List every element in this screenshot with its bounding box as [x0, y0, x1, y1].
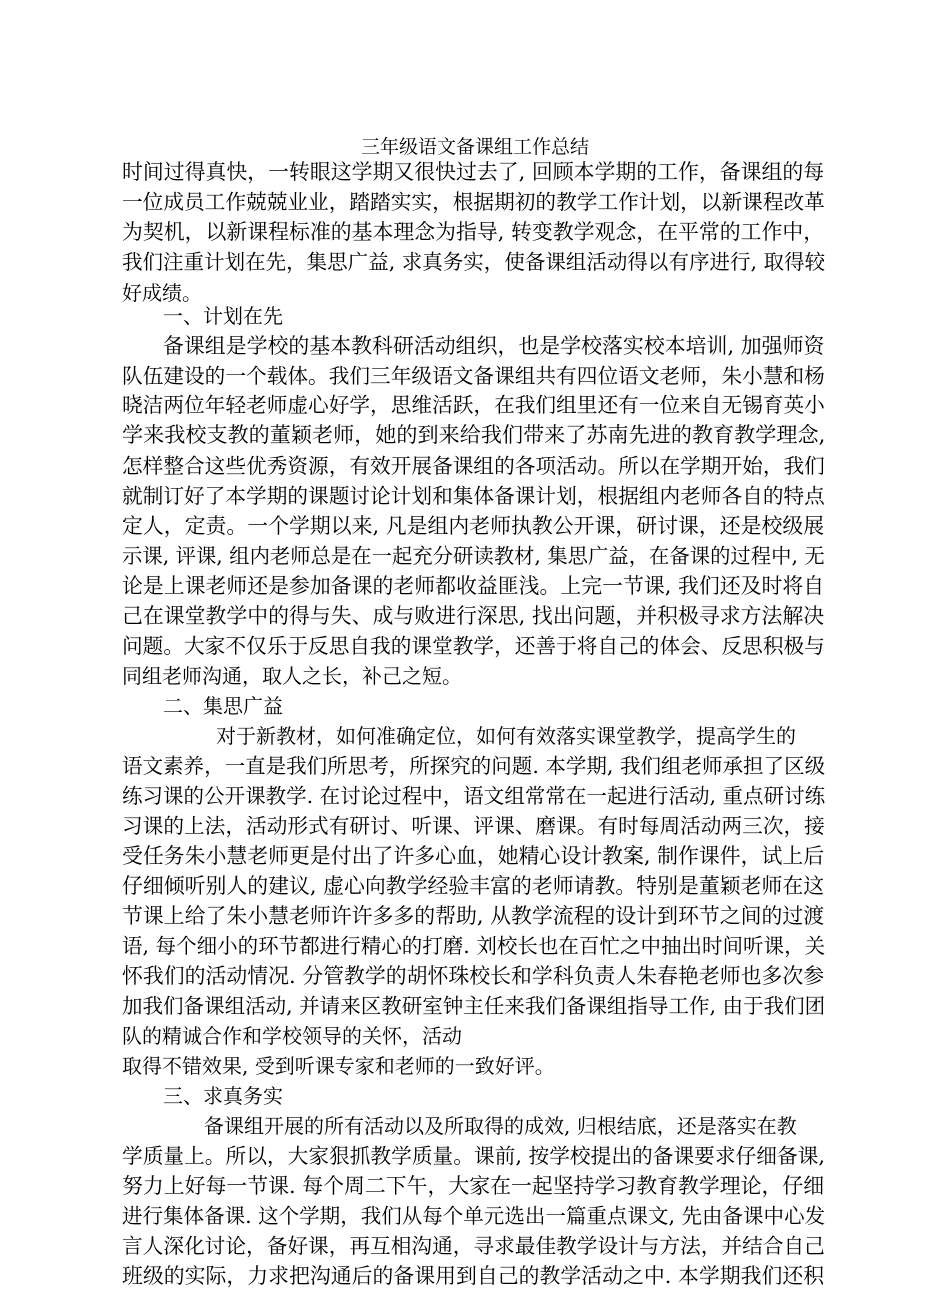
- body-line: 练习课的公开课教学. 在讨论过程中，语文组常常在一起进行活动, 重点研讨练: [122, 784, 826, 808]
- body-line: 学质量上。所以，大家狠抓教学质量。课前, 按学校提出的备课要求仔细备课,: [122, 1144, 825, 1168]
- body-line: 语文素养，一直是我们所思考，所探究的问题. 本学期, 我们组老师承担了区级: [122, 754, 826, 778]
- body-line: 备课组是学校的基本教科研活动组织，也是学校落实校本培训, 加强师资: [163, 334, 825, 358]
- body-line: 备课组开展的所有活动以及所取得的成效, 归根结底，还是落实在教: [204, 1114, 797, 1138]
- body-line: 就制订好了本学期的课题讨论计划和集体备课计划，根据组内老师各自的特点: [122, 484, 825, 508]
- body-line: 好成绩。: [122, 281, 202, 305]
- body-line: 时间过得真快，一转眼这学期又很快过去了, 回顾本学期的工作，备课组的每: [122, 160, 825, 184]
- body-line: 三、求真务实: [163, 1084, 283, 1108]
- body-line: 同组老师沟通，取人之长，补己之短。: [122, 664, 462, 688]
- body-line: 节课上给了朱小慧老师许许多多的帮助, 从教学流程的设计到环节之间的过渡: [122, 904, 825, 928]
- body-line: 为契机，以新课程标准的基本理念为指导, 转变教学观念，在平常的工作中，: [122, 220, 825, 244]
- body-line: 己在课堂教学中的得与失、成与败进行深思, 找出问题，并积极寻求方法解决: [122, 604, 825, 628]
- body-line: 加我们备课组活动, 并请来区教研室钟主任来我们备课组指导工作, 由于我们团: [122, 994, 826, 1018]
- body-line: 队伍建设的一个载体。我们三年级语文备课组共有四位语文老师，朱小慧和杨: [122, 364, 825, 388]
- body-line: 我们注重计划在先，集思广益, 求真务实，使备课组活动得以有序进行, 取得较: [122, 250, 826, 274]
- body-line: 队的精诚合作和学校领导的关怀，活动: [122, 1024, 462, 1048]
- body-line: 示课, 评课, 组内老师总是在一起充分研读教材, 集思广益，在备课的过程中, 无: [122, 544, 825, 568]
- body-line: 取得不错效果, 受到听课专家和老师的一致好评。: [122, 1054, 555, 1078]
- body-line: 学来我校支教的董颖老师，她的到来给我们带来了苏南先进的教育教学理念,: [122, 422, 826, 447]
- body-line: 进行集体备课. 这个学期，我们从每个单元选出一篇重点课文, 先由备课中心发: [122, 1204, 826, 1228]
- body-line: 二、集思广益: [163, 694, 283, 718]
- body-line: 言人深化讨论，备好课，再互相沟通，寻求最佳教学设计与方法，并结合自己: [122, 1234, 825, 1258]
- body-line: 对于新教材，如何准确定位，如何有效落实课堂教学，提高学生的: [216, 724, 796, 748]
- body-line: 晓洁两位年轻老师虚心好学，思维活跃，在我们组里还有一位来自无锡育英小: [122, 393, 825, 417]
- body-line: 论是上课老师还是参加备课的老师都收益匪浅。上完一节课, 我们还及时将自: [122, 574, 825, 598]
- body-line: 语, 每个细小的环节都进行精心的打磨. 刘校长也在百忙之中抽出时间听课，关: [122, 934, 826, 958]
- body-line: 习课的上法，活动形式有研讨、听课、评课、磨课。有时每周活动两三次，接: [122, 814, 825, 838]
- document-title: 三年级语文备课组工作总结: [360, 136, 589, 158]
- body-line: 怎样整合这些优秀资源，有效开展备课组的各项活动。所以在学期开始，我们: [122, 454, 825, 478]
- body-line: 仔细倾听别人的建议, 虚心向教学经验丰富的老师请教。特别是董颖老师在这: [122, 874, 825, 898]
- body-line: 定人，定责。一个学期以来, 凡是组内老师执教公开课，研讨课，还是校级展: [122, 514, 825, 538]
- body-line: 一位成员工作兢兢业业，踏踏实实，根据期初的教学工作计划，以新课程改革: [122, 190, 825, 214]
- body-line: 问题。大家不仅乐于反思自我的课堂教学，还善于将自己的体会、反思积极与: [122, 634, 825, 658]
- body-line: 受任务朱小慧老师更是付出了许多心血，她精心设计教案, 制作课件，试上后: [122, 844, 825, 868]
- body-line: 一、计划在先: [163, 304, 283, 328]
- body-line: 努力上好每一节课. 每个周二下午，大家在一起坚持学习教育教学理论，仔细: [122, 1174, 825, 1198]
- body-line: 怀我们的活动情况. 分管教学的胡怀珠校长和学科负责人朱春艳老师也多次参: [122, 964, 825, 988]
- body-line: 班级的实际，力求把沟通后的备课用到自己的教学活动之中. 本学期我们还积: [122, 1264, 825, 1288]
